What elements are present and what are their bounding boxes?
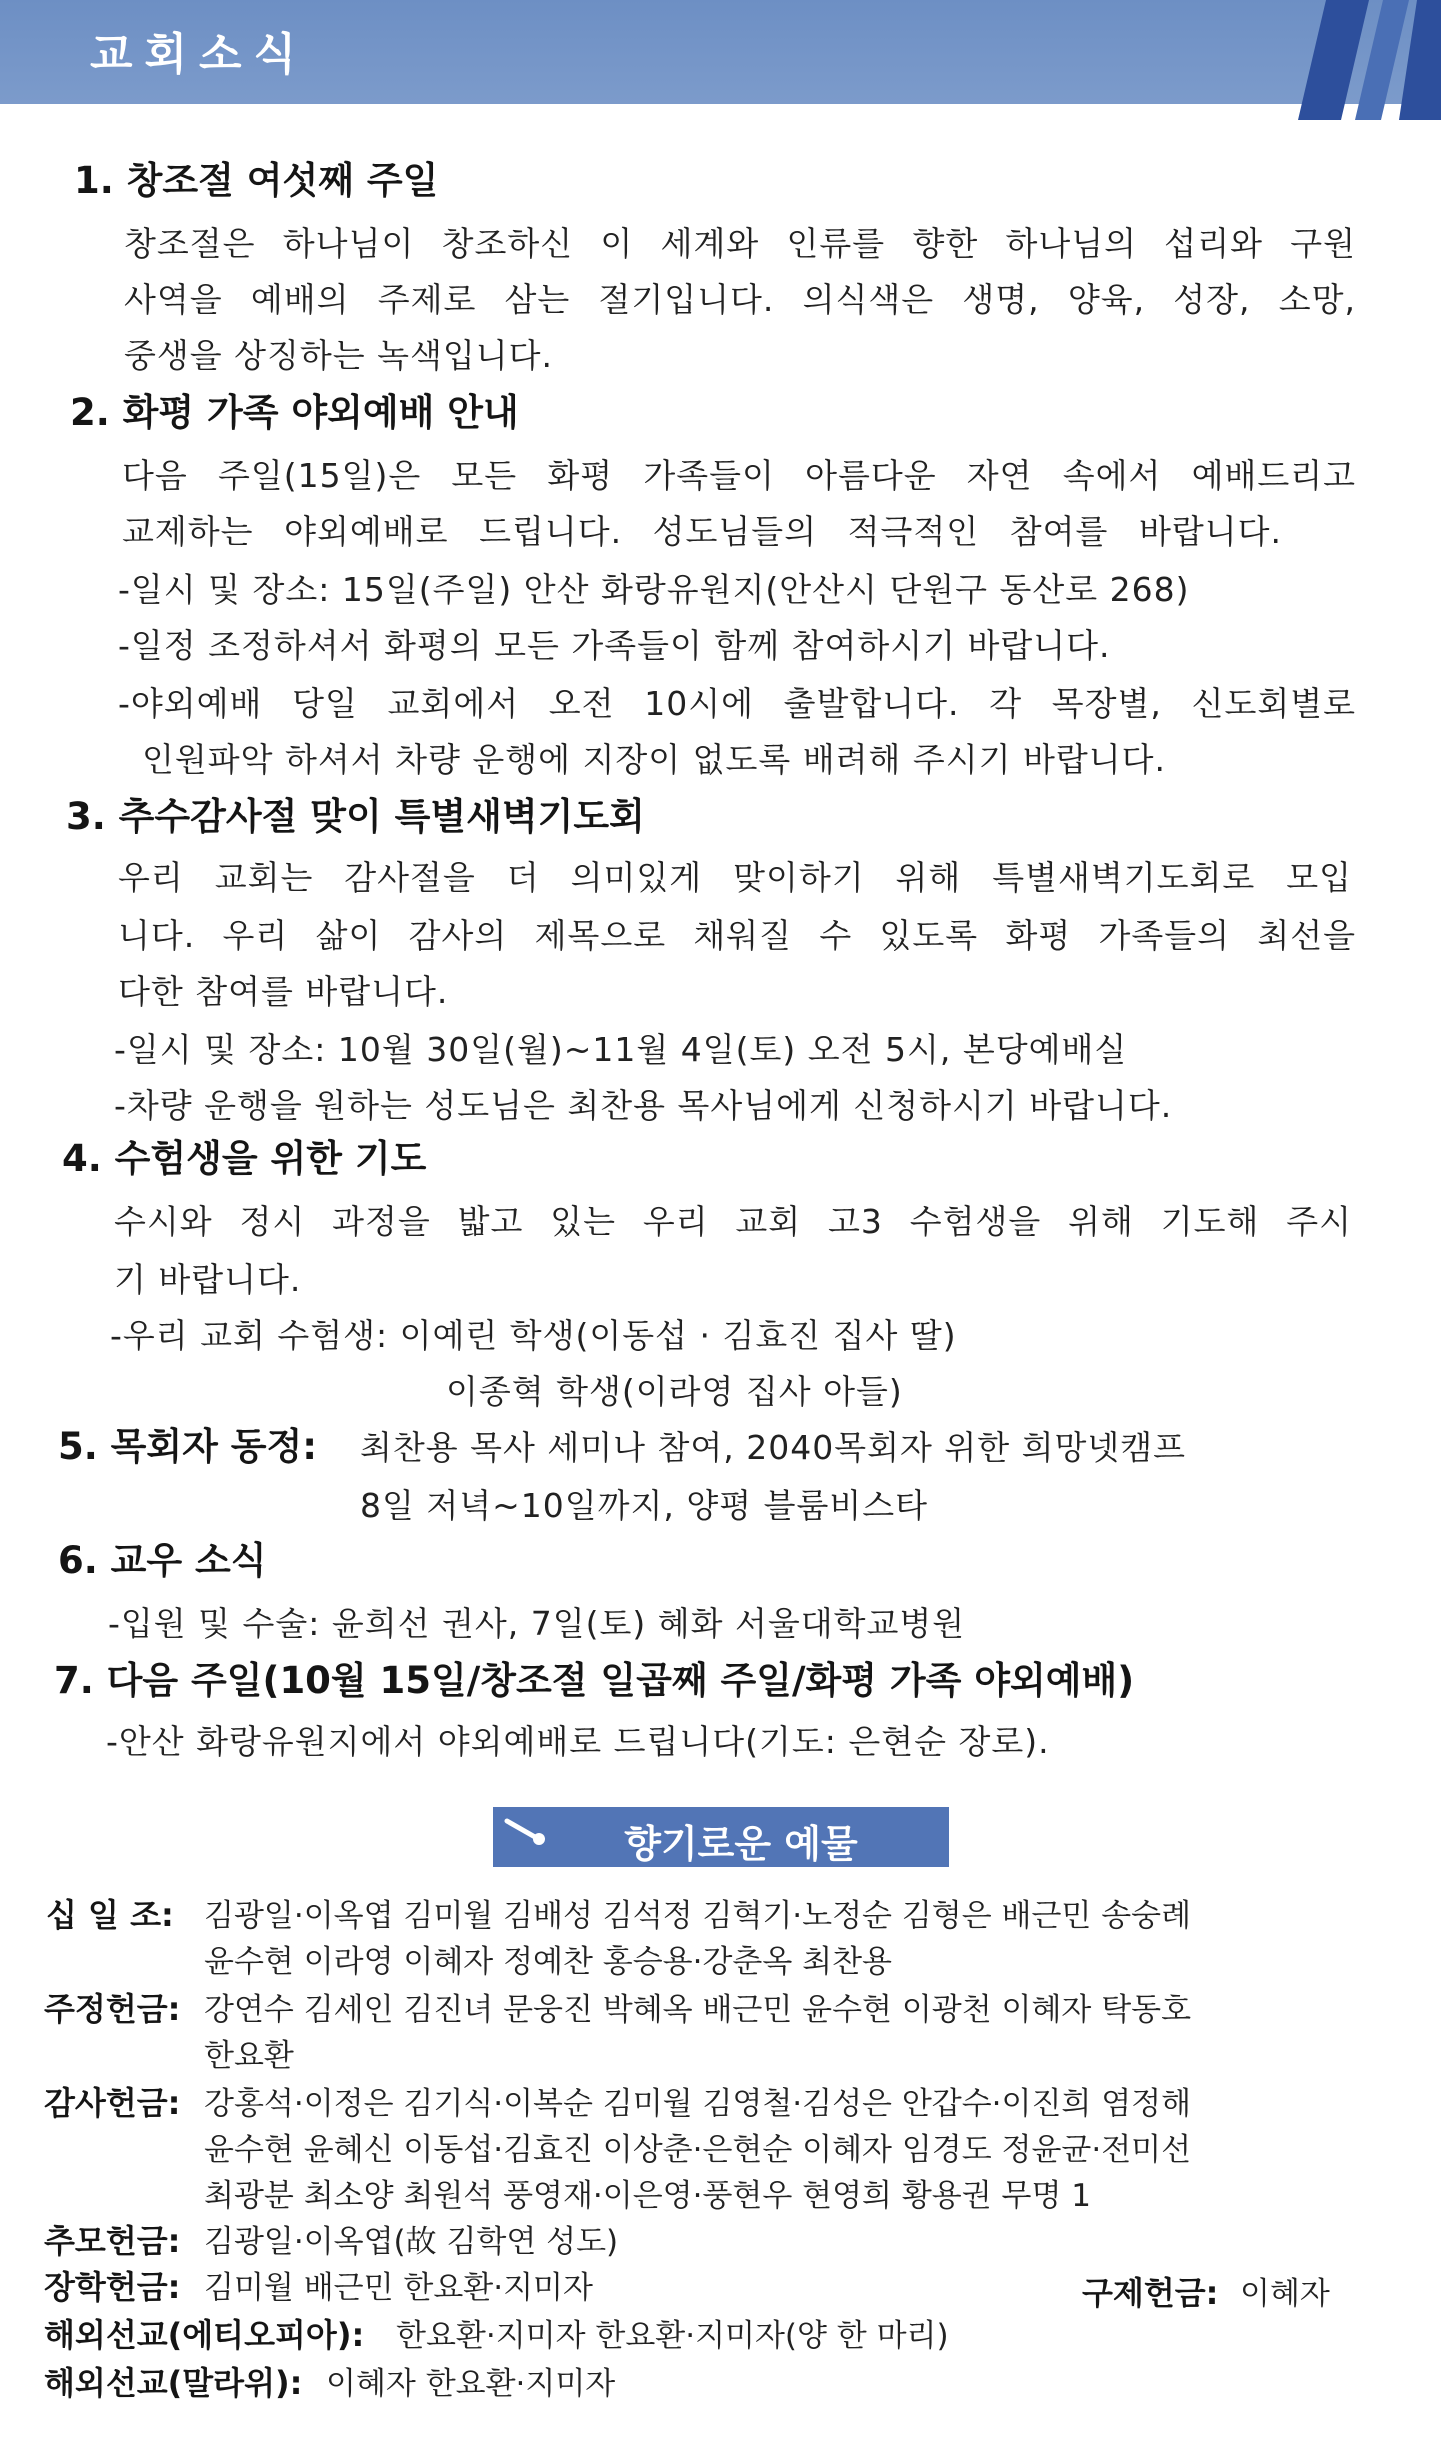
section-5-line: 최찬용 목사 세미나 참여, 2040목회자 위한 희망넷캠프 xyxy=(360,1428,1186,1467)
section-2-line: -야외예배 당일 교회에서 오전 10시에 출발합니다. 각 목장별, 신도회별로 xyxy=(118,684,1356,723)
section-2-line: -일시 및 장소: 15일(주일) 안산 화랑유원지(안산시 단원구 동산로 268) xyxy=(118,570,1190,609)
offering-label: 주정헌금: xyxy=(44,1990,181,2028)
section-3-line: -차량 운행을 원하는 성도님은 최찬용 목사님에게 신청하시기 바랍니다. xyxy=(114,1086,1173,1125)
section-4-heading: 4. 수험생을 위한 기도 xyxy=(62,1137,427,1180)
section-1-heading: 1. 창조절 여섯째 주일 xyxy=(74,159,439,202)
header-bar xyxy=(0,0,1441,104)
section-6-line: -입원 및 수술: 윤희선 권사, 7일(토) 혜화 서울대학교병원 xyxy=(108,1604,966,1643)
section-5-line: 8일 저녁~10일까지, 양평 블룸비스타 xyxy=(360,1486,929,1525)
offering-names: 한요환 xyxy=(204,2038,294,2074)
section-2-line: 교제하는 야외예배로 드립니다. 성도님들의 적극적인 참여를 바랍니다. xyxy=(122,512,1282,551)
offerings-title: 향기로운 예물 xyxy=(624,1822,858,1866)
offering-names: 김광일·이옥엽 김미월 김배성 김석정 김혁기·노정순 김형은 배근민 송숭례 xyxy=(204,1898,1192,1934)
offering-names: 최광분 최소양 최원석 풍영재·이은영·풍현우 현영희 황용권 무명 1 xyxy=(204,2178,1092,2214)
offerings-banner xyxy=(493,1807,949,1867)
section-7-line: -안산 화랑유원지에서 야외예배로 드립니다(기도: 은현순 장로). xyxy=(106,1722,1050,1761)
offering-names: 김미월 배근민 한요환·지미자 xyxy=(204,2270,593,2306)
section-3-line: 우리 교회는 감사절을 더 의미있게 맞이하기 위해 특별새벽기도회로 모입 xyxy=(118,858,1352,897)
section-4-line: 기 바랍니다. xyxy=(114,1260,302,1299)
relief-offering-names: 이혜자 xyxy=(1240,2276,1330,2312)
section-1-line: 사역을 예배의 주제로 삼는 절기입니다. 의식색은 생명, 양육, 성장, 소망, xyxy=(124,280,1356,319)
offering-names: 이혜자 한요환·지미자 xyxy=(326,2366,616,2402)
section-6-heading: 6. 교우 소식 xyxy=(58,1539,267,1582)
section-3-heading: 3. 추수감사절 맞이 특별새벽기도회 xyxy=(66,795,645,838)
offering-names: 윤수현 윤혜신 이동섭·김효진 이상춘·은현순 이혜자 임경도 정윤균·전미선 xyxy=(204,2132,1192,2168)
offering-label: 추모헌금: xyxy=(44,2222,181,2260)
offering-names: 강연수 김세인 김진녀 문웅진 박혜옥 배근민 윤수현 이광천 이혜자 탁동호 xyxy=(204,1992,1192,2028)
offering-label: 장학헌금: xyxy=(44,2268,181,2306)
section-4-line: 수시와 정시 과정을 밟고 있는 우리 교회 고3 수험생을 위해 기도해 주시 xyxy=(114,1202,1352,1241)
section-4-line: -우리 교회 수험생: 이예린 학생(이동섭 · 김효진 집사 딸) xyxy=(110,1316,957,1355)
section-2-line: 인원파악 하셔서 차량 운행에 지장이 없도록 배려해 주시기 바랍니다. xyxy=(142,740,1166,779)
section-3-line: 니다. 우리 삶이 감사의 제목으로 채워질 수 있도록 화평 가족들의 최선을 xyxy=(118,916,1356,955)
section-2-line: 다음 주일(15일)은 모든 화평 가족들이 아름다운 자연 속에서 예배드리고 xyxy=(122,456,1356,495)
offering-label: 감사헌금: xyxy=(44,2084,181,2122)
section-1-line: 창조절은 하나님이 창조하신 이 세계와 인류를 향한 하나님의 섭리와 구원 xyxy=(124,224,1356,263)
page-title: 교회소식 xyxy=(90,29,309,80)
section-3-line: -일시 및 장소: 10월 30일(월)~11월 4일(토) 오전 5시, 본당예배실 xyxy=(114,1030,1128,1069)
offering-label: 십 일 조: xyxy=(46,1896,174,1934)
relief-offering-label: 구제헌금: xyxy=(1082,2274,1219,2312)
section-4-line: 이종혁 학생(이라영 집사 아들) xyxy=(446,1372,903,1411)
offering-names: 김광일·이옥엽(故 김학연 성도) xyxy=(204,2224,619,2260)
section-2-line: -일정 조정하셔서 화평의 모든 가족들이 함께 참여하시기 바랍니다. xyxy=(118,626,1111,665)
section-2-heading: 2. 화평 가족 야외예배 안내 xyxy=(70,391,519,434)
offering-names: 윤수현 이라영 이혜자 정예찬 홍승용·강춘옥 최찬용 xyxy=(204,1944,892,1980)
offering-names: 강홍석·이정은 김기식·이복순 김미월 김영철·김성은 안갑수·이진희 염정해 xyxy=(204,2086,1192,2122)
offering-label: 해외선교(에티오피아): xyxy=(44,2316,365,2354)
offering-label: 해외선교(말라위): xyxy=(44,2364,303,2402)
section-1-line: 중생을 상징하는 녹색입니다. xyxy=(124,336,554,375)
offering-names: 한요환·지미자 한요환·지미자(양 한 마리) xyxy=(396,2318,949,2354)
section-3-line: 다한 참여를 바랍니다. xyxy=(118,972,449,1011)
decorative-stripes-icon xyxy=(1241,0,1441,120)
section-5-heading: 5. 목회자 동정: xyxy=(58,1425,318,1468)
section-7-heading: 7. 다음 주일(10월 15일/창조절 일곱째 주일/화평 가족 야외예배) xyxy=(54,1659,1135,1702)
